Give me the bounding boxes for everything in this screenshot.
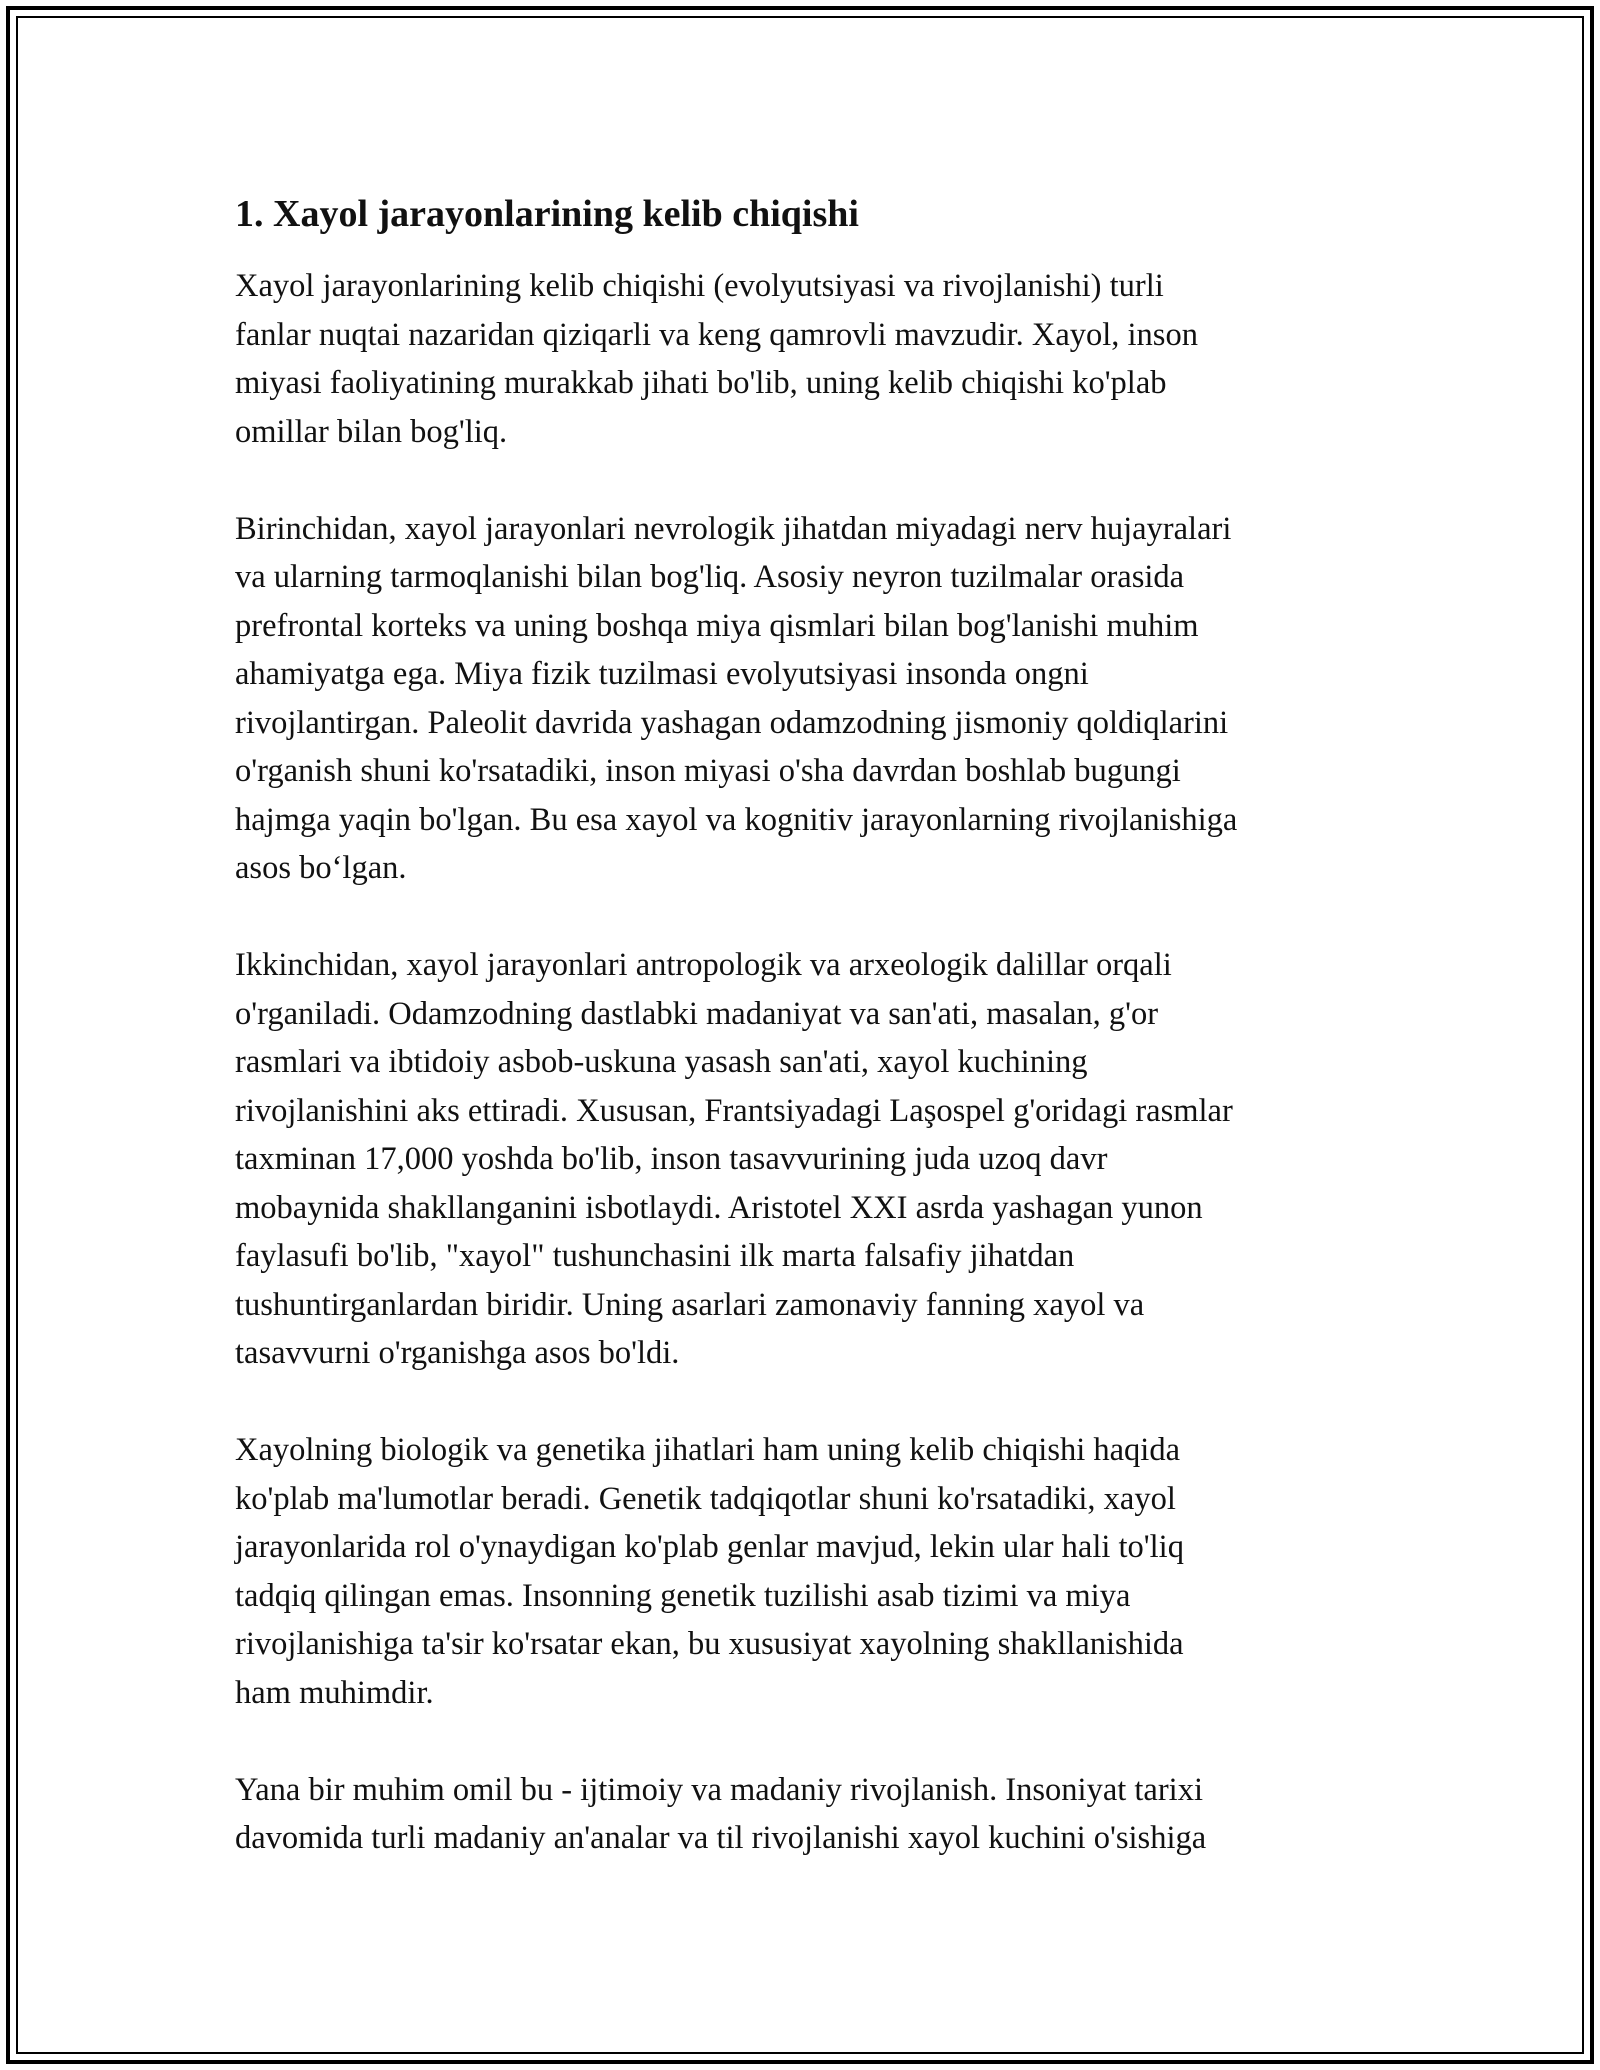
text-line: miyasi faoliyatining murakkab jihati bo'lib, uning kelib chiqishi ko'plab [235,365,1167,401]
text-line: Xayolning biologik va genetika jihatlari ham uning kelib chiqishi haqida [235,1432,1181,1468]
text-line: tasavvurni o'rganishga asos bo'ldi. [235,1335,680,1371]
text-line: prefrontal korteks va uning boshqa miya qismlari bilan bog'lanishi muhim [235,607,1199,644]
text-line: hajmga yaqin bo'lgan. Bu esa xayol va kognitiv jarayonlarning rivojlanishiga [235,801,1238,838]
paragraph-neurological [235,505,1385,893]
paragraph-genetic [235,1426,1385,1717]
text-line: mobaynida shakllanganini isbotlaydi. Aristotel XXI asrda yashagan yunon [235,1189,1203,1226]
text-line: jarayonlarida rol o'ynaydigan ko'plab genlar mavjud, lekin ular hali to'liq [235,1529,1184,1565]
text-line: tushuntirganlardan biridir. Uning asarlari zamonaviy fanning xayol va [235,1286,1145,1323]
text-line: ham muhimdir. [235,1674,434,1711]
paragraph-anthropological [235,941,1385,1378]
text-line: rivojlanishiga ta'sir ko'rsatar ekan, bu xususiyat xayolning shakllanishida [235,1626,1184,1662]
text-line: faylasufi bo'lib, "xayol" tushunchasini ilk marta falsafiy jihatdan [235,1238,1075,1274]
paragraph-social [235,1766,1385,1863]
text-line: tadqiq qilingan emas. Insonning genetik tuzilishi asab tizimi va miya [235,1577,1131,1614]
text-line: rasmlari va ibtidoiy asbob-uskuna yasash san'ati, xayol kuchining [235,1044,1088,1080]
document-body [235,190,1385,1911]
text-line: Yana bir muhim omil bu - ijtimoiy va madaniy rivojlanish. Insoniyat tarixi [235,1771,1203,1808]
text-line: Ikkinchidan, xayol jarayonlari antropologik va arxeologik dalillar orqali [235,947,1172,983]
text-line: asos bo‘lgan. [235,850,407,886]
text-line: rivojlanishini aks ettiradi. Xususan, Frantsiyadagi Laşospel g'oridagi rasmlar [235,1092,1233,1129]
text-line: o'rganiladi. Odamzodning dastlabki madaniyat va san'ati, masalan, g'or [235,995,1159,1032]
text-line: Xayol jarayonlarining kelib chiqishi (evolyutsiyasi va rivojlanishi) turli [235,268,1164,304]
text-line: ahamiyatga ega. Miya fizik tuzilmasi evolyutsiyasi insonda ongni [235,656,1089,692]
text-line: taxminan 17,000 yoshda bo'lib, inson tasavvurining juda uzoq davr [235,1141,1108,1177]
text-line: Birinchidan, xayol jarayonlari nevrologik jihatdan miyadagi nerv hujayralari [235,510,1232,547]
paragraph-intro [235,262,1385,456]
text-line: o'rganish shuni ko'rsatadiki, inson miyasi o'sha davrdan boshlab bugungi [235,753,1181,789]
text-line: fanlar nuqtai nazaridan qiziqarli va keng qamrovli mavzudir. Xayol, inson [235,316,1198,353]
text-line: rivojlantirgan. Paleolit davrida yashagan odamzodning jismoniy qoldiqlarini [235,704,1229,741]
text-line: davomida turli madaniy an'analar va til rivojlanishi xayol kuchini o'sishiga [235,1820,1207,1856]
section-heading: 1. Xayol jarayonlarining kelib chiqishi [235,193,859,235]
text-line: va ularning tarmoqlanishi bilan bog'liq. Asosiy neyron tuzilmalar orasida [235,559,1185,595]
text-line: omillar bilan bog'liq. [235,413,508,450]
text-line: ko'plab ma'lumotlar beradi. Genetik tadqiqotlar shuni ko'rsatadiki, xayol [235,1480,1176,1517]
